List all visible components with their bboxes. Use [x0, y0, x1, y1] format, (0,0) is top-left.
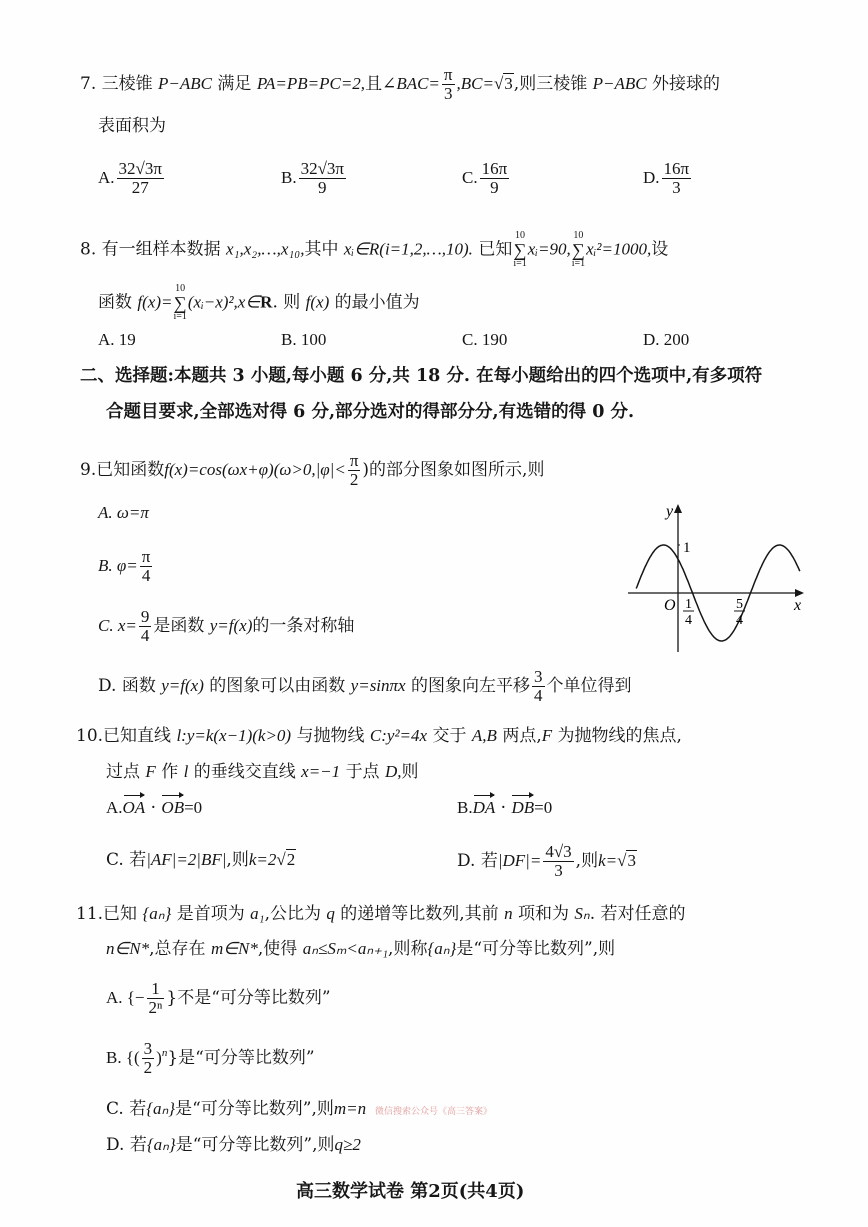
denominator: 9 — [490, 177, 499, 197]
text: ,则 — [575, 850, 599, 871]
text: D. 函数 — [98, 675, 156, 696]
text: 是函数 — [153, 615, 205, 636]
option-label: B. — [281, 167, 297, 187]
q8-option-d — [643, 331, 689, 348]
text: 是“可分等比数列”,则 — [456, 939, 616, 959]
question-7-line-2 — [98, 118, 166, 135]
numerator: 9 — [140, 607, 150, 626]
math: n — [504, 904, 513, 923]
question-number: 7. — [80, 73, 97, 94]
text: 两点, — [502, 726, 542, 746]
text: C. 若 — [106, 1099, 147, 1119]
section-2-heading-line-2 — [106, 404, 634, 422]
text: 个单位得到 — [546, 675, 632, 696]
math: |AF|=2|BF| — [146, 850, 227, 869]
x-tick-five-quarters-den: 4 — [736, 613, 743, 628]
cosine-graph — [622, 500, 814, 660]
fraction — [142, 1040, 155, 1077]
fraction-pi-over-3 — [442, 66, 455, 103]
option: C. 190 — [462, 330, 508, 349]
x-tick-quarter-num: 1 — [685, 597, 692, 612]
math: f(x)= — [137, 292, 173, 312]
text: 项和为 — [518, 904, 569, 924]
numerator: 16π — [663, 159, 690, 178]
option-label: A. — [98, 167, 115, 187]
option: C. x= — [98, 615, 137, 635]
text: 二、选择题:本题共 3 小题,每小题 6 分,共 18 分. 在每小题给出的四个选项中,有多项符 — [80, 366, 763, 386]
option-label: C. — [462, 167, 478, 187]
q8-option-b — [281, 331, 326, 348]
denominator: 4 — [140, 625, 150, 645]
question-7-line-1: 7. 三棱锥 P−ABC 满足 PA=PB=PC=2,且∠BAC= $\frac{\pi}{3}$ ,BC=√3,则三棱锥 P−ABC 外接球的 — [80, 65, 720, 103]
text: B. {( — [106, 1047, 140, 1067]
text: 的递增等比数列,其前 — [340, 904, 499, 924]
math: n∈N* — [106, 939, 150, 958]
math: P−ABC — [158, 73, 213, 93]
text: A. {− — [106, 987, 145, 1007]
text: 的最小值为 — [334, 292, 420, 313]
fraction — [532, 668, 545, 705]
summation: 10 ∑ i=1 — [571, 230, 586, 269]
text: 作 — [161, 762, 179, 782]
text: D. 若 — [457, 850, 498, 871]
text: ,总存在 — [149, 939, 206, 959]
text: 交于 — [432, 726, 467, 746]
text: 的一条对称轴 — [252, 615, 355, 636]
math: C:y²=4x — [369, 726, 428, 745]
text: 三棱锥 — [101, 73, 153, 94]
option: D. 200 — [643, 330, 690, 349]
math: y=f(x) — [161, 675, 204, 695]
text: }不是“可分等比数列” — [166, 987, 331, 1008]
question-11-line-1 — [76, 905, 686, 923]
text: ,则三棱锥 — [513, 73, 588, 94]
text: 与抛物线 — [296, 726, 365, 746]
fraction — [140, 548, 153, 585]
math: q≥2 — [334, 1135, 361, 1154]
fraction — [117, 160, 164, 197]
watermark-text: 微信搜索公众号《高三答案》 — [375, 1107, 493, 1117]
text: 已知 — [478, 239, 513, 260]
numerator: 3 — [143, 1039, 153, 1058]
math: l:y=k(x−1)(k>0) — [176, 726, 292, 745]
text: 的图象可以由函数 — [209, 675, 346, 696]
math: PA=PB=PC=2, — [256, 73, 366, 93]
x-axis-arrow — [795, 589, 804, 597]
math: xᵢ²=1000, — [586, 239, 652, 259]
math-bold: R — [260, 292, 273, 312]
q8-option-a — [98, 331, 136, 348]
q11-option-c — [106, 1100, 366, 1118]
x-axis-label: x — [794, 597, 802, 614]
math: F — [145, 762, 156, 781]
math: {aₙ} — [146, 1099, 176, 1118]
q7-option-d — [643, 160, 693, 197]
section-2-heading — [80, 368, 762, 386]
math: (xᵢ−x)²,x∈ — [187, 292, 261, 312]
numerator: π — [141, 547, 151, 566]
q10-option-a — [106, 799, 202, 817]
fraction — [480, 160, 510, 197]
text: C. 若 — [106, 850, 147, 870]
q7-option-c — [462, 160, 511, 197]
math: xᵢ=90, — [527, 239, 571, 259]
text: · — [145, 798, 162, 818]
math: x=−1 — [301, 762, 341, 781]
text: 于点 — [345, 762, 380, 782]
fraction — [543, 843, 573, 880]
denominator: 3 — [554, 860, 563, 880]
q8-option-c — [462, 331, 507, 348]
text: 已知 — [103, 904, 138, 924]
math: m∈N* — [210, 939, 258, 958]
text: 则 — [401, 762, 419, 782]
fraction — [139, 608, 152, 645]
text: ,公比为 — [264, 904, 321, 924]
option: B. 100 — [281, 330, 327, 349]
q9-option-b — [98, 548, 154, 585]
denominator: 27 — [131, 177, 149, 197]
numerator: 16π — [481, 159, 508, 178]
text: . 若对任意的 — [589, 904, 686, 924]
math: f(x)=cos(ωx+φ)(ω>0,|φ|< — [164, 459, 346, 479]
x-tick-quarter-den: 4 — [685, 613, 692, 628]
numerator: 1 — [147, 980, 165, 999]
q7-option-b — [281, 160, 348, 197]
math: x₁,x₂,…,x₁₀, — [226, 239, 305, 259]
origin-label: O — [664, 597, 676, 614]
math: BAC= — [396, 73, 440, 93]
text: 过点 — [106, 762, 140, 782]
numerator: 3 — [534, 667, 543, 686]
q9-option-c — [98, 608, 354, 645]
math: |DF|= — [497, 850, 542, 870]
q10-option-c: C. 若|AF|=2|BF|,则k=2√2 — [106, 850, 296, 870]
question-number: 8. — [80, 239, 97, 260]
math: Sₙ — [574, 904, 590, 923]
numerator: 4√3 — [545, 842, 572, 861]
text: 有一组样本数据 — [101, 239, 221, 260]
sqrt-radicand: 2 — [286, 850, 296, 869]
text: 满足 — [217, 73, 252, 94]
denominator: 2 — [143, 1057, 153, 1077]
vector: DB — [511, 798, 535, 817]
text: 已知函数 — [96, 459, 165, 480]
math: ,BC= — [456, 73, 494, 93]
sqrt-radicand: 3 — [627, 850, 636, 870]
math: q — [326, 904, 335, 923]
text: 函数 — [98, 292, 132, 313]
math: y=f(x) — [209, 615, 253, 635]
math: a₁ — [250, 904, 265, 923]
math: k= — [598, 850, 618, 870]
text: 已知直线 — [103, 726, 172, 746]
text: =0 — [534, 798, 553, 817]
text: ,则 — [226, 850, 249, 870]
vector: DA — [472, 798, 496, 817]
page-footer — [296, 1183, 524, 1201]
text: 是首项为 — [176, 904, 245, 924]
summation: 10 ∑ i=1 — [173, 283, 187, 322]
fraction — [299, 160, 346, 197]
text: 且∠ — [365, 73, 397, 94]
question-10-line-1 — [76, 727, 682, 745]
q7-option-a — [98, 160, 166, 197]
math: F — [541, 726, 553, 745]
vector: OB — [161, 798, 185, 817]
option: A. 19 — [98, 330, 136, 349]
denominator: 2 — [349, 469, 359, 489]
question-number: 9. — [80, 459, 97, 480]
text: ) — [156, 1047, 162, 1067]
q11-option-a — [106, 980, 331, 1017]
question-8-line-2 — [98, 284, 420, 322]
math: xᵢ∈R(i=1,2,…,10). — [343, 239, 473, 259]
math: l — [183, 762, 189, 781]
fraction — [348, 452, 361, 489]
text: 其中 — [304, 239, 339, 260]
text: }是“可分等比数列” — [167, 1047, 315, 1068]
denominator: 3 — [443, 83, 453, 103]
vector: OA — [122, 798, 146, 817]
y-axis-arrow — [674, 504, 682, 513]
text: ,使得 — [257, 939, 298, 959]
text: 设 — [651, 239, 669, 260]
text: 的垂线交直线 — [193, 762, 296, 782]
y-tick-1: 1 — [683, 540, 691, 556]
math: aₙ≤Sₘ<aₙ₊₁ — [302, 939, 389, 958]
sum-lower: i=1 — [513, 258, 527, 269]
text: =0 — [184, 798, 203, 817]
text: 表面积为 — [98, 116, 166, 136]
question-8-line-1 — [80, 231, 668, 269]
numerator: π — [349, 451, 359, 470]
math: {aₙ} — [146, 1135, 176, 1154]
question-9-stem — [80, 452, 544, 489]
sum-upper: 10 — [573, 230, 584, 241]
footer-text: 高三数学试卷 第2页(共4页) — [296, 1181, 525, 1202]
text: 的图象向左平移 — [411, 675, 530, 696]
math: f(x) — [305, 292, 330, 312]
q10-option-d: D. 若|DF|= $\frac{4√3}{3}$ ,则k=√3 — [457, 842, 636, 880]
text: . 则 — [272, 292, 301, 313]
sum-upper: 10 — [175, 283, 186, 294]
sum-lower: i=1 — [571, 258, 586, 269]
text: )的部分图象如图所示,则 — [362, 459, 545, 480]
option-label: D. — [643, 167, 660, 187]
denominator: 9 — [318, 177, 327, 197]
option: B. φ= — [98, 555, 138, 575]
q10-option-b — [457, 799, 552, 817]
fraction — [147, 980, 165, 1017]
text: ,则称 — [388, 939, 428, 959]
sum-upper: 10 — [515, 230, 526, 241]
x-tick-five-quarters-num: 5 — [736, 597, 743, 612]
y-axis-label: y — [666, 503, 674, 520]
text: 合题目要求,全部选对得 6 分,部分选对的得部分分,有选错的得 0 分. — [106, 402, 635, 422]
math: D, — [384, 762, 402, 781]
watermark — [375, 1108, 492, 1117]
text: 外接球的 — [651, 73, 720, 94]
text: 是“可分等比数列”,则 — [175, 1135, 335, 1155]
denominator: 3 — [672, 177, 681, 197]
math: y=sinπx — [350, 675, 406, 695]
numerator: π — [443, 65, 453, 84]
summation: 10 ∑ i=1 — [513, 230, 527, 269]
q11-option-b — [106, 1040, 315, 1077]
exponent: n — [161, 1047, 168, 1060]
question-number: 11. — [76, 904, 104, 924]
option-label: A. — [106, 798, 123, 817]
math: {aₙ} — [427, 939, 457, 958]
math: k=2 — [248, 850, 277, 869]
denominator: 2ⁿ — [148, 997, 163, 1017]
q9-option-a — [98, 504, 149, 522]
option: A. ω=π — [98, 503, 149, 522]
math: P−ABC — [592, 73, 647, 93]
text: 为抛物线的焦点, — [557, 726, 682, 746]
option-label: B. — [457, 798, 473, 817]
text: · — [495, 798, 512, 818]
text: 是“可分等比数列”,则 — [175, 1099, 334, 1119]
numerator: 32√3π — [118, 159, 162, 178]
numerator: 32√3π — [300, 159, 345, 178]
q9-option-d — [98, 668, 632, 705]
question-10-line-2 — [106, 763, 419, 781]
denominator: 4 — [534, 685, 543, 705]
sum-lower: i=1 — [173, 311, 187, 322]
math: A,B — [471, 726, 497, 745]
denominator: 4 — [141, 565, 151, 585]
question-11-line-2 — [106, 940, 615, 958]
math: {aₙ} — [142, 904, 172, 923]
math: m=n — [333, 1099, 367, 1118]
fraction — [662, 160, 692, 197]
text: D. 若 — [106, 1135, 147, 1155]
sqrt-radicand: 3 — [504, 73, 513, 93]
question-number: 10. — [76, 726, 104, 746]
q11-option-d — [106, 1136, 361, 1154]
